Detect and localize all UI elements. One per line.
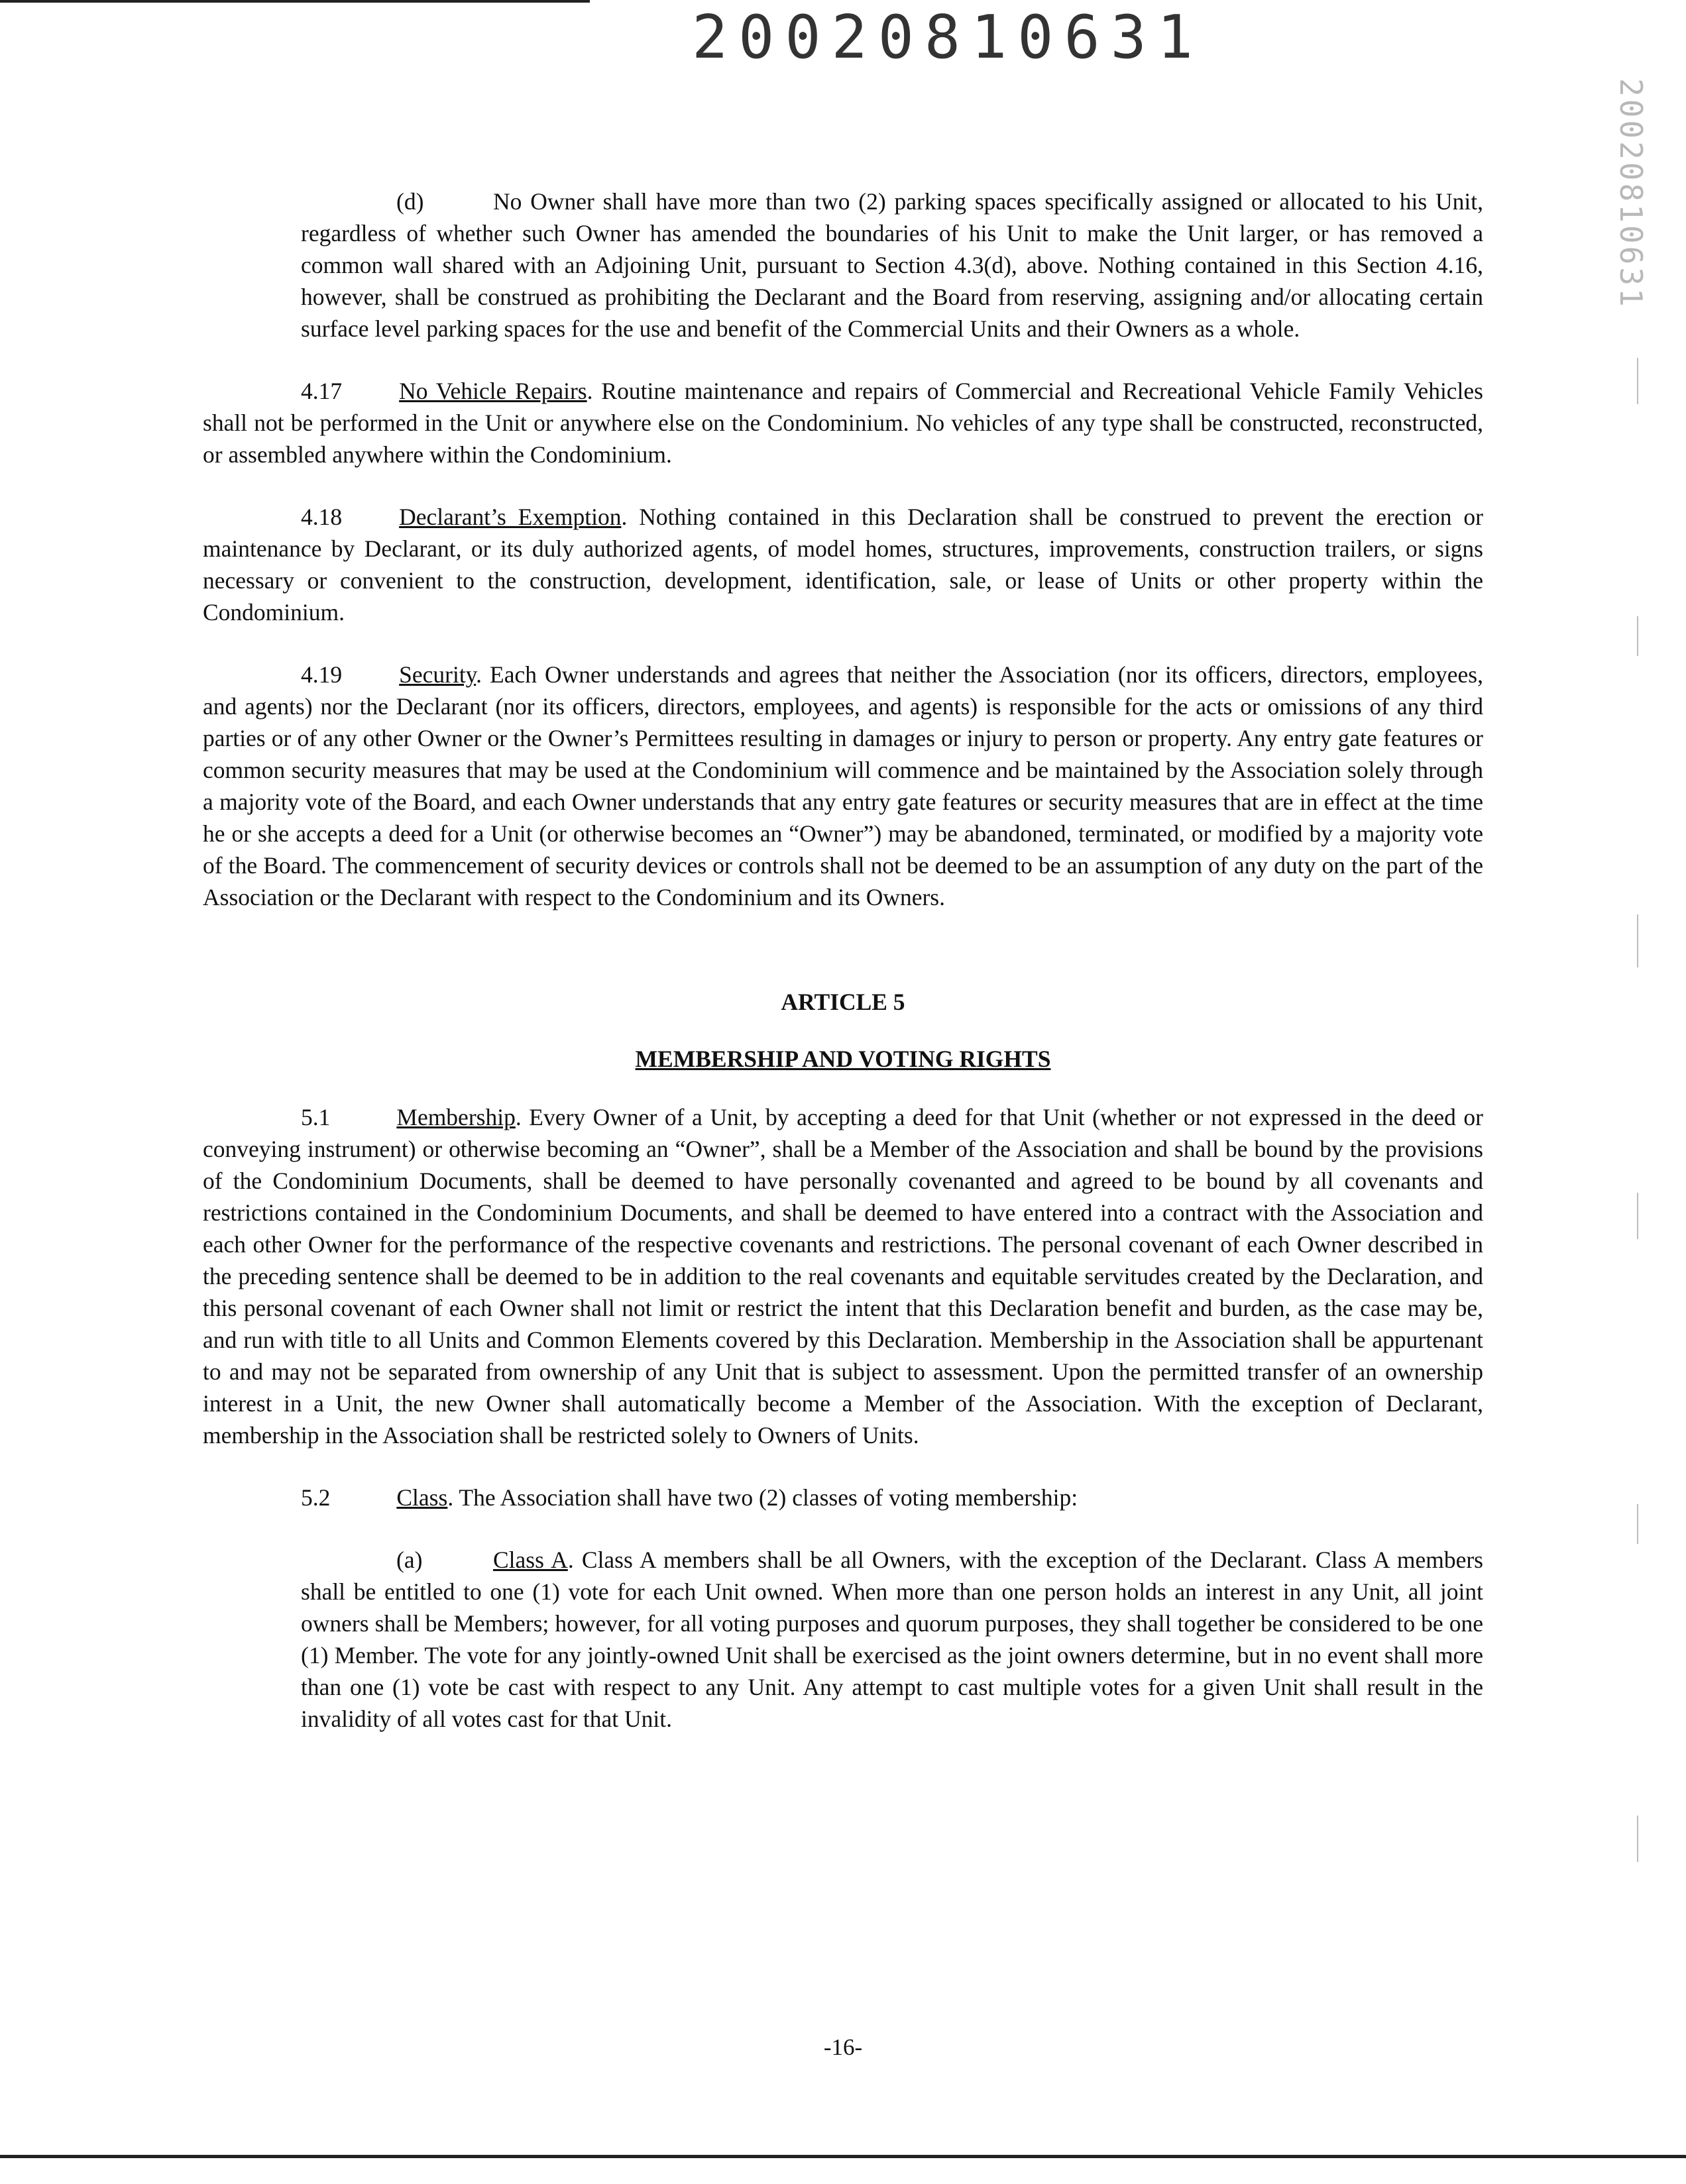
paragraph-text: No Owner shall have more than two (2) parking spaces specifically assigned or allocated to his Unit, regardless of whether such Owner has amended the boundaries of his Unit to make the Unit larger, or has removed a common wall shared with an Adjoining Unit, pursuant to Section 4.3(d), above. Nothing contained in this Section 4.16, however, shall be construed as prohibiting the Declarant and the Board from reserving, assigning and/or allocating certain surface level parking spaces for the use and benefit of the Commercial Units and their Owners as a whole. [301,188,1483,342]
section-text: . Nothing contained in this Declaration shall be construed to prevent the erection or maintenance by Declarant, or its duly authorized agents, of model homes, structures, improvements, construction trailers, or signs necessary or convenient to the construction, development, identification, sale, or lease of Units or other property within the Condominium. [203,504,1483,626]
page-number: -16- [823,2034,863,2060]
edge-mark [1637,616,1638,656]
section-title: No Vehicle Repairs [399,378,587,404]
document-number: 20020810631 [692,3,1204,72]
section-number: 5.1 [301,1104,331,1130]
paragraph-5-2-a [301,1544,1483,1735]
section-title: Declarant’s Exemption [399,504,622,530]
article-heading: ARTICLE 5 [781,989,905,1015]
section-number: 4.17 [301,378,343,404]
bottom-rule [0,2155,1686,2158]
edge-mark [1637,1504,1638,1544]
section-number: 4.18 [301,504,343,530]
subsection-title: Class A [493,1547,568,1573]
section-text: . The Association shall have two (2) classes of voting membership: [447,1484,1078,1511]
section-text: . Each Owner understands and agrees that neither the Association (nor its officers, directors, employees, and agents) nor the Declarant (nor its officers, directors, employees, and agents) is responsible for the acts or omissions of any third parties or of any other Owner or the Owner’s Permittees resulting in damages or injury to person or property. Any entry gate features or common security measures that may be used at the Condominium will commence and be maintained by the Association solely through a majority vote of the Board, and each Owner understands that any entry gate features or security measures that are in effect at the time he or she accepts a deed for a Unit (or otherwise becomes an “Owner”) may be abandoned, terminated, or modified by a majority vote of the Board. The commencement of security devices or controls shall not be deemed to be an assumption of any duty on the part of the Association or the Declarant with respect to the Condominium and its Owners. [203,661,1483,910]
paragraph-text: . Class A members shall be all Owners, with the exception of the Declarant. Class A members shall be entitled to one (1) vote for each Unit owned. When more than one person holds an interest in any Unit, all joint owners shall be Members; however, for all voting purposes and quorum purposes, they shall together be considered to be one (1) Member. The vote for any jointly-owned Unit shall be exercised as the joint owners determine, but in no event shall more than one (1) vote be cast with respect to any Unit. Any attempt to cast multiple votes for a given Unit shall result in the invalidity of all votes cast for that Unit. [301,1547,1483,1732]
section-5-1 [203,1101,1483,1451]
paragraph-4-16-d [301,186,1483,345]
section-5-2 [203,1482,1483,1513]
edge-mark [1637,914,1638,967]
section-title: Security [399,661,477,688]
side-stamp: 20020810631 [1613,78,1649,309]
subsection-label: (a) [396,1547,423,1573]
edge-mark [1637,358,1638,404]
section-title: Class [396,1484,448,1511]
section-4-17 [203,375,1483,470]
edge-mark [1637,1193,1638,1239]
subsection-label: (d) [396,188,424,215]
section-text: . Routine maintenance and repairs of Commercial and Recreational Vehicle Family Vehicles shall not be performed in the Unit or anywhere else on the Condominium. No vehicles of any type shall be constructed, reconstructed, or assembled anywhere within the Condominium. [203,378,1483,468]
section-number: 4.19 [301,661,343,688]
top-rule [0,0,590,3]
section-text: . Every Owner of a Unit, by accepting a deed for that Unit (whether or not expressed in the deed or conveying instrument) or otherwise becoming an “Owner”, shall be a Member of the Association and shall be bound by the provisions of the Condominium Documents, shall be deemed to have personally covenanted and agreed to be bound by all covenants and restrictions contained in the Condominium Documents, and shall be deemed to have entered into a contract with the Association and each other Owner for the performance of the respective covenants and restrictions. The personal covenant of each Owner described in the preceding sentence shall be deemed to be in addition to the real covenants and equitable servitudes created by the Declaration, and this personal covenant of each Owner shall not limit or restrict the intent that this Declaration benefit and burden, as the case may be, and run with title to all Units and Common Elements covered by this Declaration. Membership in the Association shall be appurtenant to and may not be separated from ownership of any Unit that is subject to assessment. Upon the permitted transfer of an ownership interest in a Unit, the new Owner shall automatically become a Member of the Association. With the exception of Declarant, membership in the Association shall be restricted solely to Owners of Units. [203,1104,1483,1448]
document-body [203,186,1483,1765]
section-4-18 [203,501,1483,628]
section-title: Membership [396,1104,516,1130]
section-4-19 [203,659,1483,913]
section-number: 5.2 [301,1484,331,1511]
edge-mark [1637,1816,1638,1862]
article-title: MEMBERSHIP AND VOTING RIGHTS [635,1046,1051,1072]
